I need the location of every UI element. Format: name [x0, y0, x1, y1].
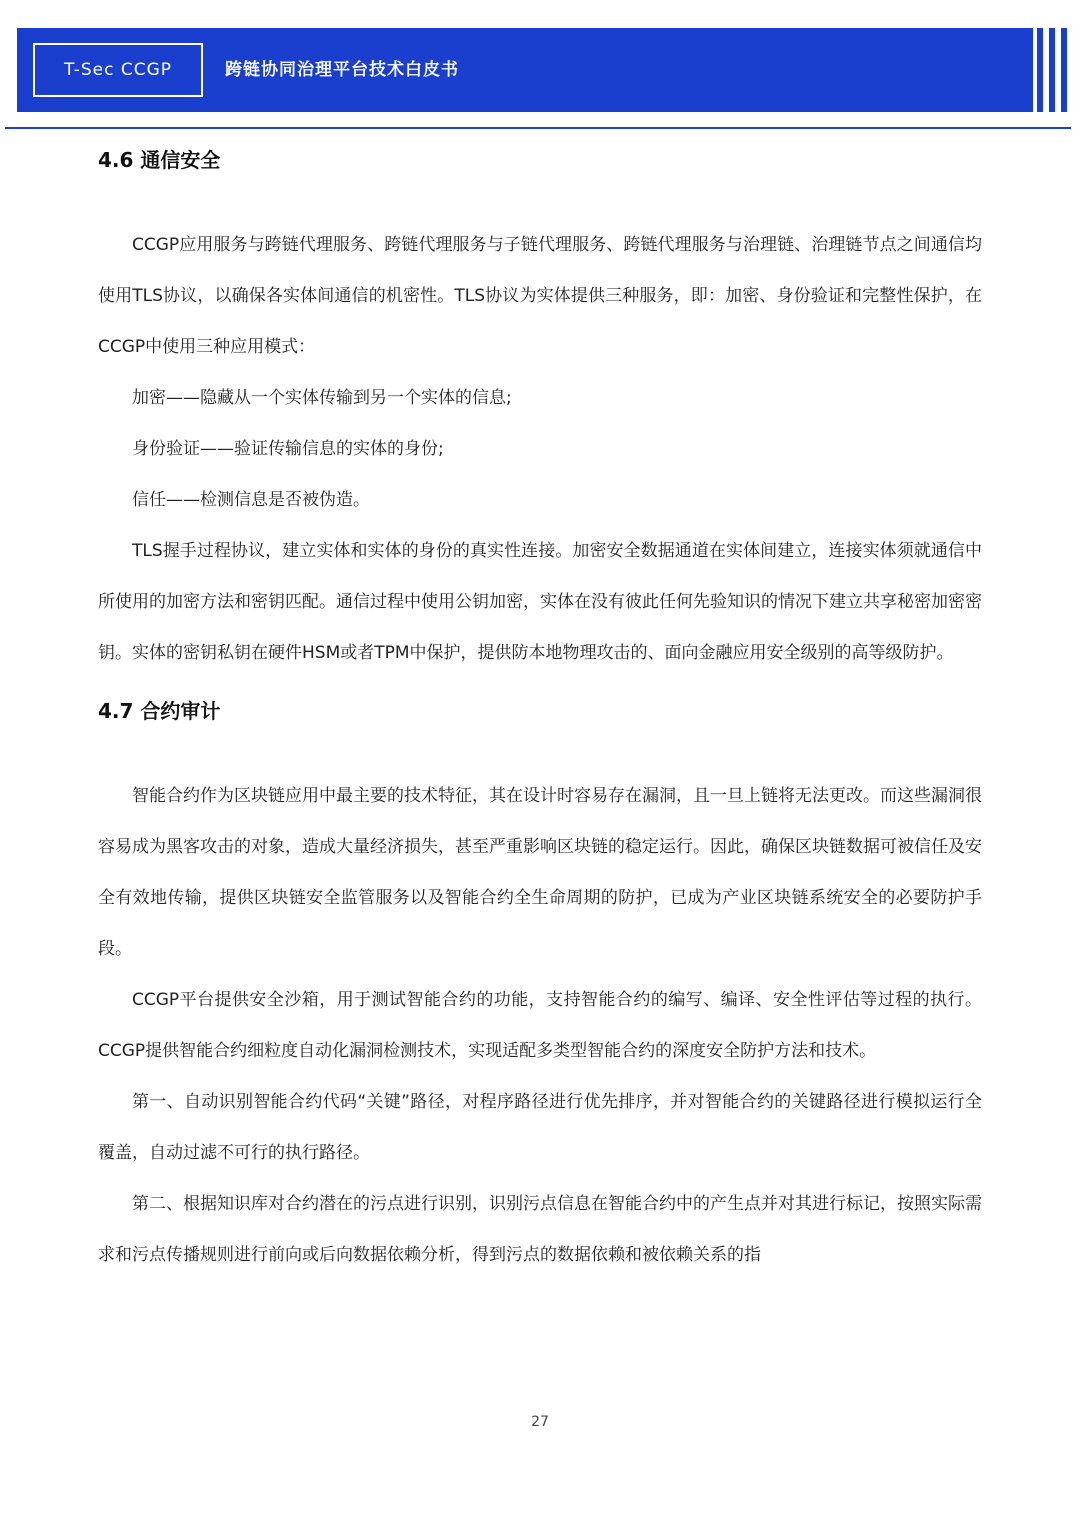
- paragraph: 智能合约作为区块链应用中最主要的技术特征，其在设计时容易存在漏洞，且一旦上链将无法更改。而这些漏洞很容易成为黑客攻击的对象，造成大量经济损失，甚至严重影响区块链的稳定运行。因此，确保区块链数据可被信任及安全有效地传输，提供区块链安全监管服务以及智能合约全生命周期的防护，已成为产业区块链系统安全的必要防护手段。: [98, 786, 982, 959]
- header-divider: [5, 127, 1071, 129]
- paragraph: CCGP应用服务与跨链代理服务、跨链代理服务与子链代理服务、跨链代理服务与治理链、治理链节点之间通信均使用TLS协议，以确保各实体间通信的机密性。TLS协议为实体提供三种服务，即：加密、身份验证和完整性保护，在CCGP中使用三种应用模式：: [98, 235, 982, 357]
- paragraph: 第二、根据知识库对合约潜在的污点进行识别，识别污点信息在智能合约中的产生点并对其进行标记，按照实际需求和污点传播规则进行前向或后向数据依赖分析，得到污点的数据依赖和被依赖关系的指: [98, 1194, 982, 1265]
- document-title: 跨链协同治理平台技术白皮书: [225, 60, 459, 80]
- paragraph: CCGP平台提供安全沙箱，用于测试智能合约的功能，支持智能合约的编写、编译、安全性评估等过程的执行。CCGP提供智能合约细粒度自动化漏洞检测技术，实现适配多类型智能合约的深度安全防护方法和技术。: [98, 990, 982, 1061]
- paragraph: TLS握手过程协议，建立实体和实体的身份的真实性连接。加密安全数据通道在实体间建立，连接实体须就通信中所使用的加密方法和密钥匹配。通信过程中使用公钥加密，实体在没有彼此任何先验知识的情况下建立共享秘密加密密钥。实体的密钥私钥在硬件HSM或者TPM中保护，提供防本地物理攻击的、面向金融应用安全级别的高等级防护。: [98, 541, 982, 663]
- page-content: [98, 140, 982, 1281]
- section-heading: 4.6 通信安全: [98, 148, 221, 172]
- decorative-stripe: [1061, 28, 1067, 112]
- decorative-stripe: [1037, 28, 1043, 112]
- section-heading: 4.7 合约审计: [98, 699, 221, 723]
- logo: T-Sec CCGP: [33, 43, 203, 97]
- paragraph: 信任——检测信息是否被伪造。: [132, 490, 370, 510]
- page-number: 27: [531, 1414, 549, 1430]
- paragraph: 加密——隐藏从一个实体传输到另一个实体的信息;: [132, 388, 512, 408]
- paragraph: 身份验证——验证传输信息的实体的身份;: [132, 439, 444, 459]
- header-banner: [17, 28, 1033, 112]
- decorative-stripe: [1049, 28, 1055, 112]
- paragraph: 第一、自动识别智能合约代码“关键”路径，对程序路径进行优先排序，并对智能合约的关键路径进行模拟运行全覆盖，自动过滤不可行的执行路径。: [98, 1092, 982, 1163]
